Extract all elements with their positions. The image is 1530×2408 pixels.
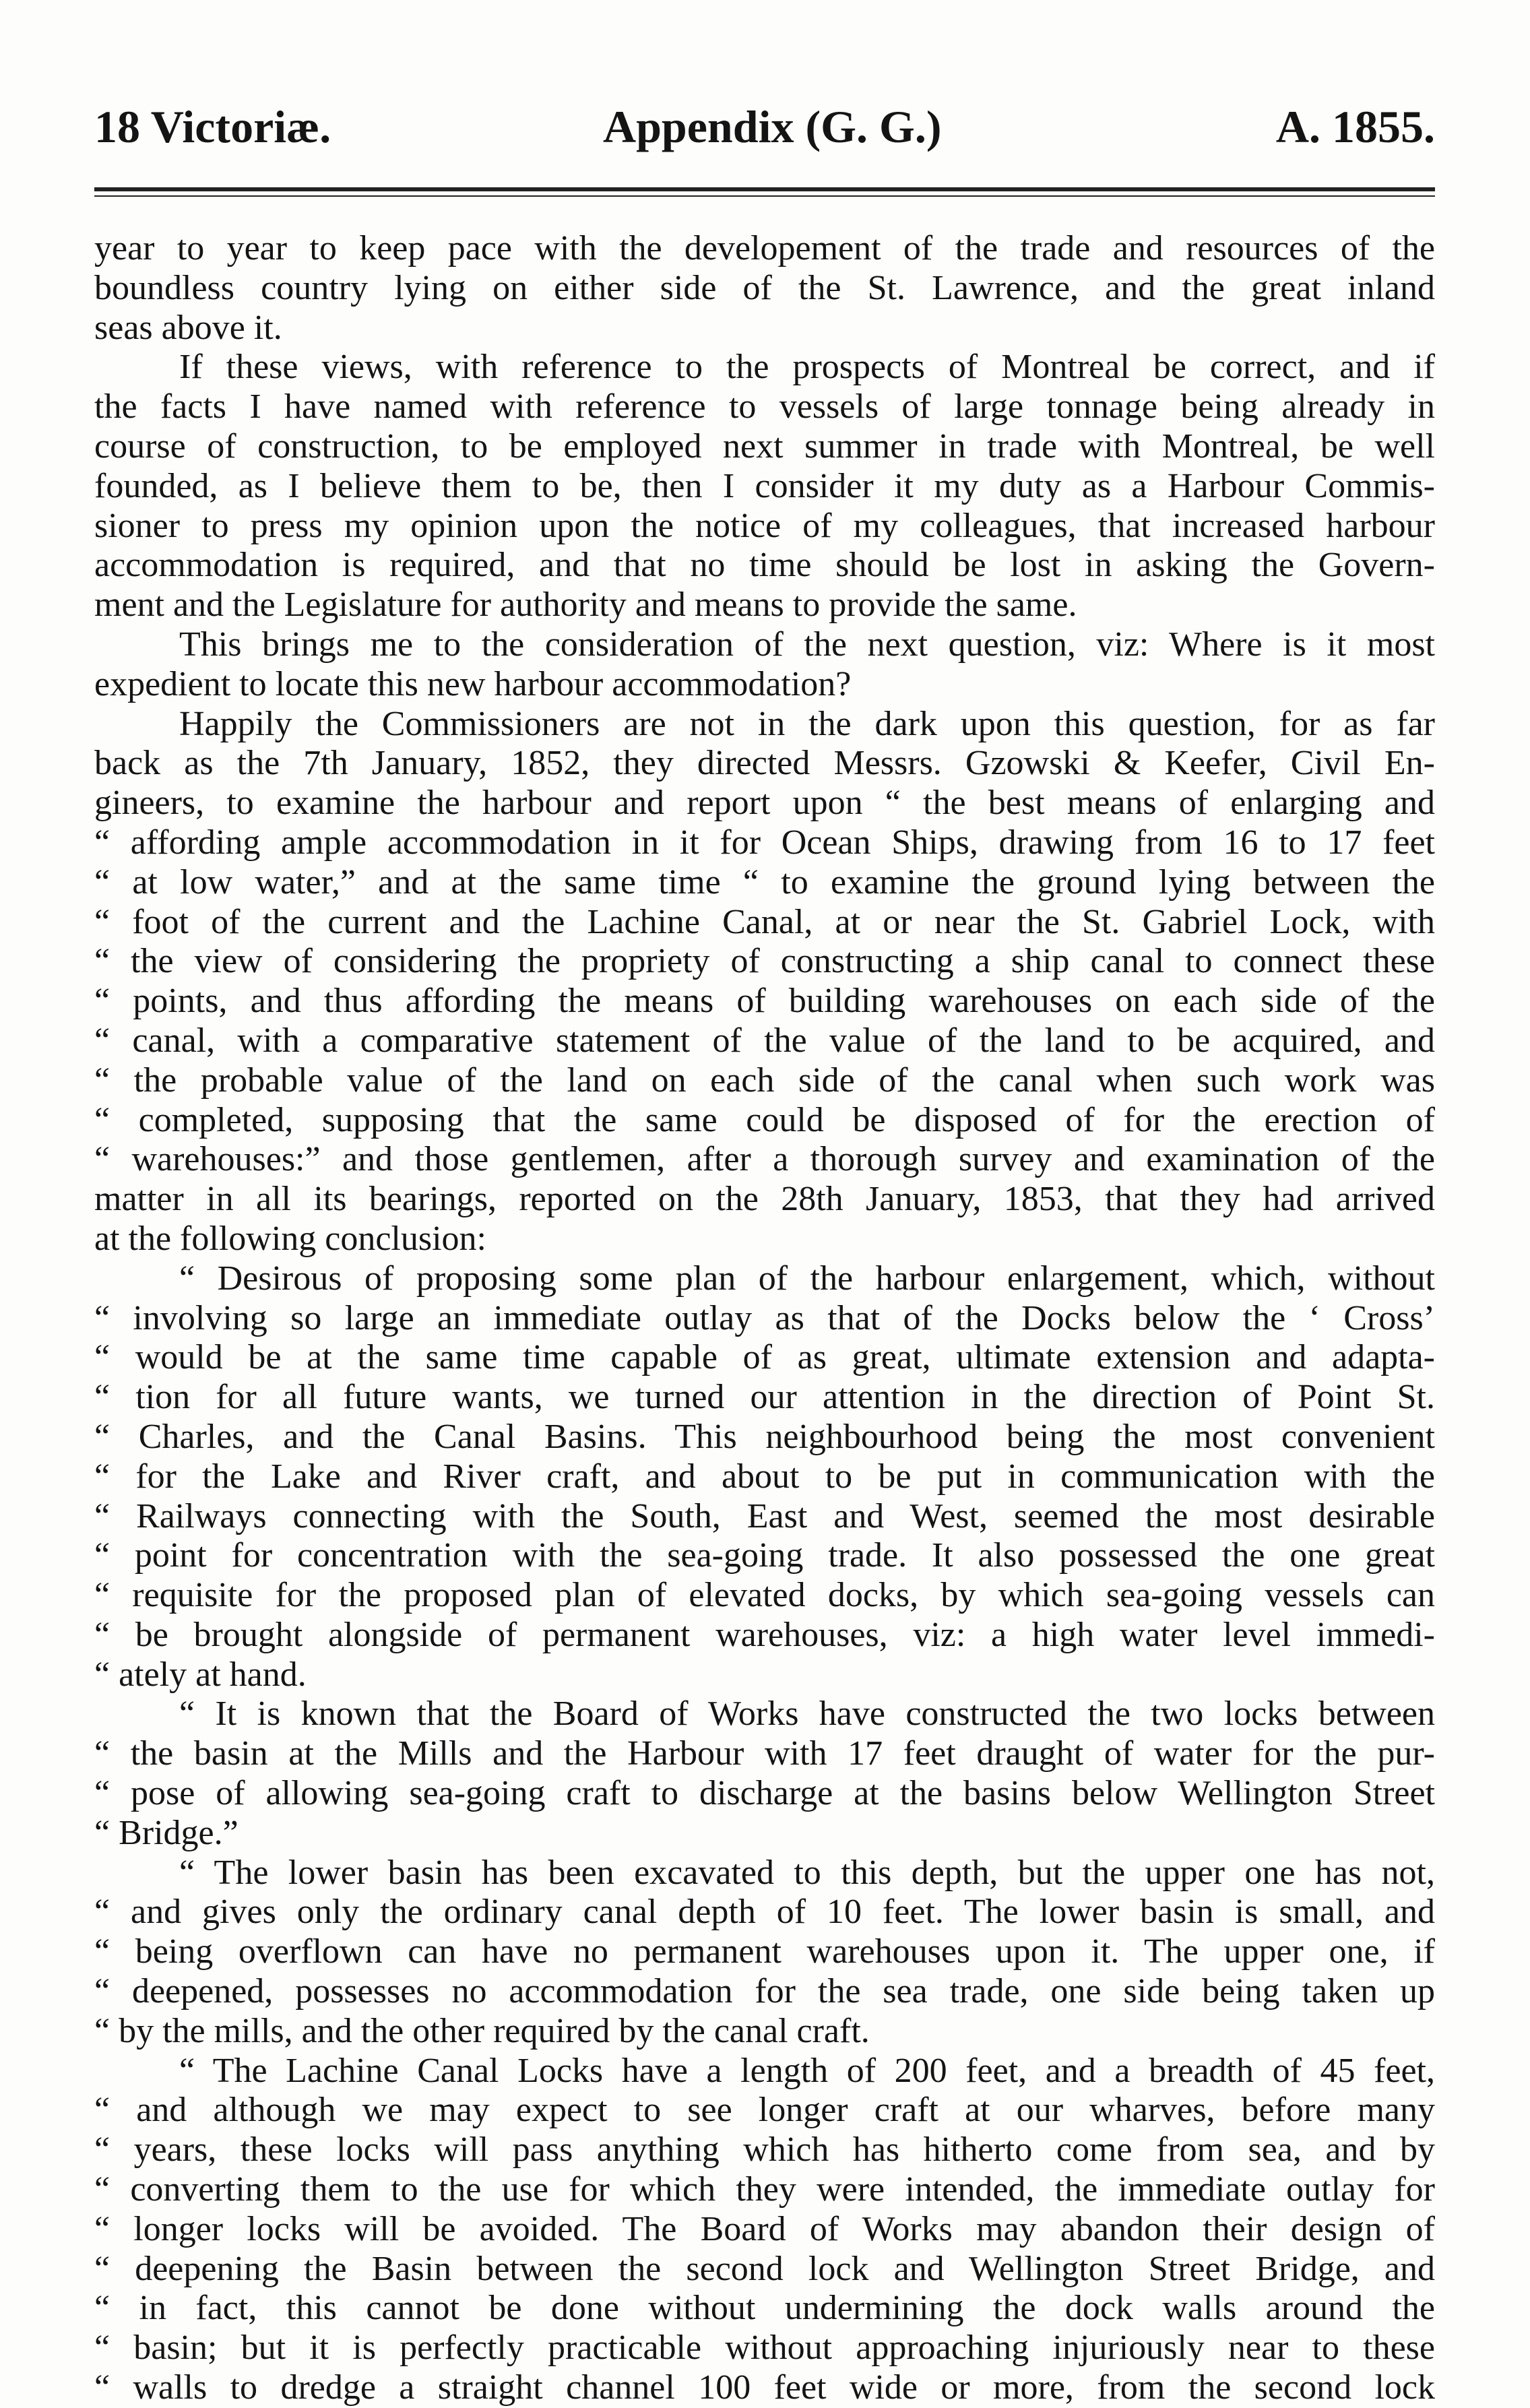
text-line: “ converting them to the use for which they were intended, the immediate outlay for [94,2170,1435,2209]
text-line: seas above it. [94,308,282,347]
text-line: “ in fact, this cannot be done without undermining the dock walls around the [94,2289,1435,2328]
text-line: “ Charles, and the Canal Basins. This neighbourhood being the most convenient [94,1417,1435,1456]
text-line: year to year to keep pace with the developement of the trade and resources of the [94,229,1435,267]
text-line: If these views, with reference to the prospects of Montreal be correct, and if [179,348,1435,387]
text-line: “ foot of the current and the Lachine Canal, at or near the St. Gabriel Lock, with [94,902,1435,941]
text-line: “ longer locks will be avoided. The Board of Works may abandon their design of [94,2209,1435,2248]
text-line: “ completed, supposing that the same could be disposed of for the erection of [94,1100,1435,1139]
header-appendix: Appendix (G. G.) [603,101,942,152]
text-line: “ the view of considering the propriety of constructing a ship canal to connect these [94,942,1435,981]
text-line: the facts I have named with reference to vessels of large tonnage being already in [94,387,1435,426]
text-line: matter in all its bearings, reported on the 28th January, 1853, that they had arrived [94,1180,1435,1219]
text-line: “ at low water,” and at the same time “ to examine the ground lying between the [94,862,1435,901]
text-line: sioner to press my opinion upon the notice of my colleagues, that increased harbour [94,506,1435,545]
text-line: back as the 7th January, 1852, they directed Messrs. Gzowski & Keefer, Civil En- [94,744,1435,783]
text-line: accommodation is required, and that no time should be lost in asking the Govern- [94,546,1435,585]
text-line: at the following conclusion: [94,1219,487,1258]
text-line: “ affording ample accommodation in it for Ocean Ships, drawing from 16 to 17 feet [94,823,1435,862]
text-line: “ The Lachine Canal Locks have a length of 200 feet, and a breadth of 45 feet, [179,2051,1435,2090]
text-line: expedient to locate this new harbour accommodation? [94,664,852,703]
text-line: “ requisite for the proposed plan of elevated docks, by which sea-going vessels can [94,1576,1435,1615]
text-line: “ deepening the Basin between the second lock and Wellington Street Bridge, and [94,2249,1435,2288]
text-line: This brings me to the consideration of the next question, viz: Where is it most [179,625,1435,664]
body-text [94,229,1435,2408]
text-line: “ walls to dredge a straight channel 100 feet wide or more, from the second lock [94,2368,1435,2407]
text-line: “ the probable value of the land on each side of the canal when such work was [94,1060,1435,1100]
text-line: “ involving so large an immediate outlay as that of the Docks below the ‘ Cross’ [94,1298,1435,1337]
text-line: ment and the Legislature for authority and means to provide the same. [94,585,1077,625]
text-line: “ tion for all future wants, we turned our attention in the direction of Point St. [94,1378,1435,1417]
text-line: “ and although we may expect to see longer craft at our wharves, before many [94,2091,1435,2130]
text-line: “ be brought alongside of permanent warehouses, viz: a high water level immedi- [94,1615,1435,1654]
text-line: Happily the Commissioners are not in the dark upon this question, for as far [179,704,1435,743]
text-line: “ point for concentration with the sea-going trade. It also possessed the one great [94,1536,1435,1575]
text-line: “ points, and thus affording the means of building warehouses on each side of the [94,982,1435,1021]
text-line: “ warehouses:” and those gentlemen, after a thorough survey and examination of the [94,1140,1435,1179]
text-line: “ the basin at the Mills and the Harbour with 17 feet draught of water for the pur- [94,1734,1435,1773]
header-rule-thin [94,195,1435,197]
text-line: “ It is known that the Board of Works have constructed the two locks between [179,1694,1435,1734]
text-line: gineers, to examine the harbour and report upon “ the best means of enlarging and [94,784,1435,823]
text-line: “ and gives only the ordinary canal depth of 10 feet. The lower basin is small, and [94,1893,1435,1932]
text-line: “ being overflown can have no permanent warehouses upon it. The upper one, if [94,1932,1435,1971]
text-line: course of construction, to be employed next summer in trade with Montreal, be well [94,426,1435,466]
header-session: 18 Victoriæ. [94,101,331,152]
text-line: “ The lower basin has been excavated to this depth, but the upper one has not, [179,1853,1435,1892]
text-line: founded, as I believe them to be, then I consider it my duty as a Harbour Commis- [94,466,1435,505]
text-line: boundless country lying on either side of the St. Lawrence, and the great inland [94,268,1435,307]
text-line: “ Desirous of proposing some plan of the harbour enlargement, which, without [179,1259,1435,1298]
text-line: “ canal, with a comparative statement of the value of the land to be acquired, and [94,1021,1435,1060]
text-line: “ ately at hand. [94,1655,307,1694]
header-rule-thick [94,187,1435,191]
text-line: “ by the mills, and the other required by the canal craft. [94,2011,870,2050]
text-line: “ would be at the same time capable of as great, ultimate extension and adapta- [94,1338,1435,1377]
header-year: A. 1855. [1275,101,1435,152]
text-line: “ basin; but it is perfectly practicable without approaching injuriously near to these [94,2328,1435,2368]
page-header [94,93,1435,160]
text-line: “ years, these locks will pass anything which has hitherto come from sea, and by [94,2130,1435,2169]
text-line: “ Railways connecting with the South, East and West, seemed the most desirable [94,1496,1435,1535]
text-line: “ pose of allowing sea-going craft to discharge at the basins below Wellington Street [94,1774,1435,1813]
text-line: “ deepened, possesses no accommodation for the sea trade, one side being taken up [94,1972,1435,2011]
text-line: “ for the Lake and River craft, and about to be put in communication with the [94,1457,1435,1496]
text-line: “ Bridge.” [94,1813,238,1852]
